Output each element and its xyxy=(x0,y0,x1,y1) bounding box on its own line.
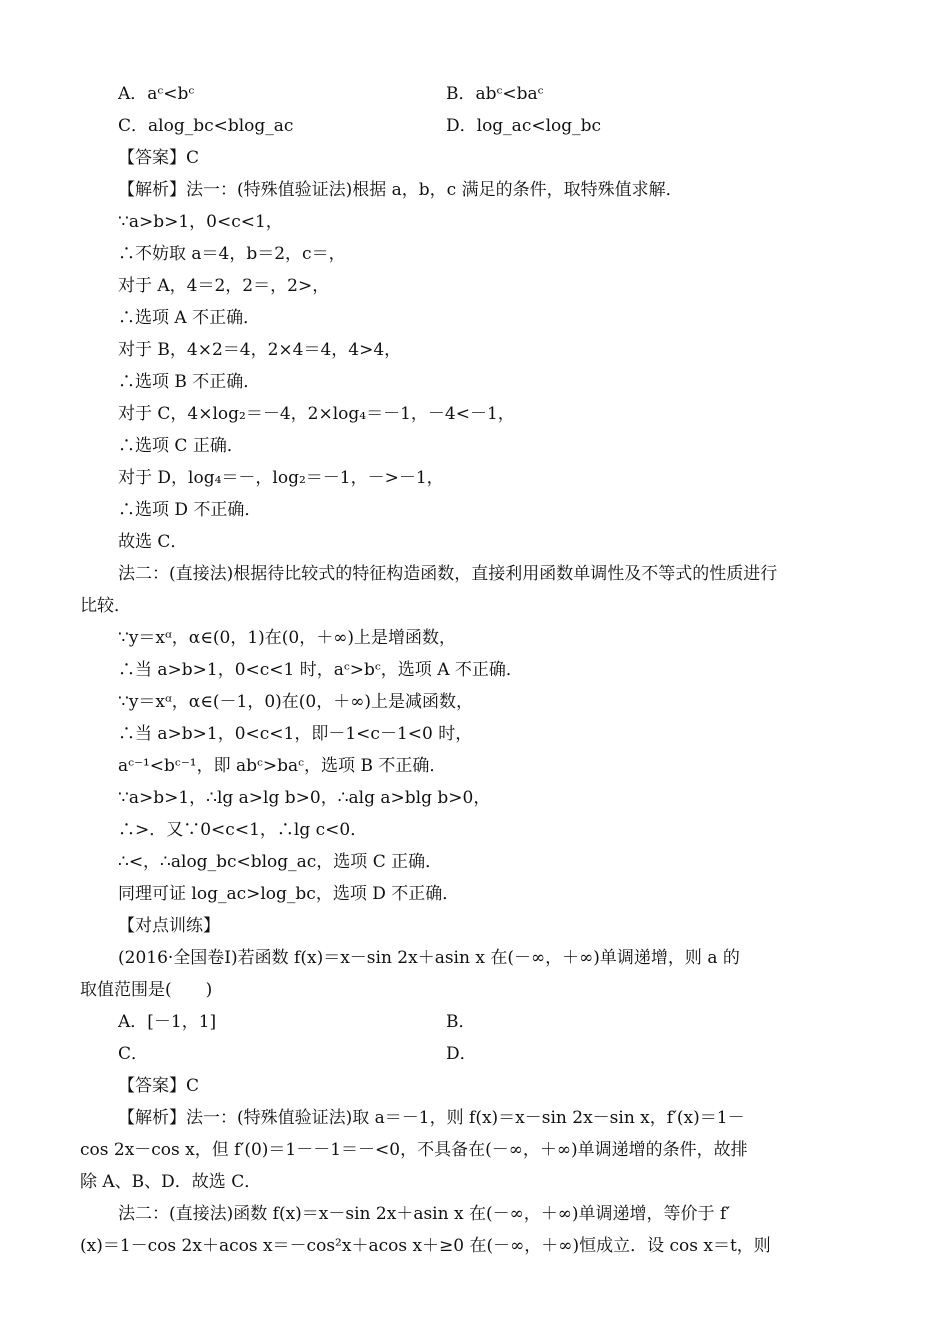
analysis-line: 对于 D，log₄＝－，log₂＝－1，－>－1， xyxy=(118,468,444,488)
answer-heading: 【答案】C xyxy=(118,148,200,168)
analysis-line: ∴<，∴alog_bc<blog_ac，选项 C 正确． xyxy=(118,852,443,872)
analysis-line: 比较． xyxy=(80,596,131,616)
answer-heading: 【答案】C xyxy=(118,1076,200,1096)
analysis-line: ∴当 a>b>1，0<c<1，即－1<c－1<0 时， xyxy=(118,724,473,744)
analysis-line: ∴选项 D 不正确． xyxy=(118,500,262,520)
analysis-line: ∵a>b>1，0<c<1， xyxy=(118,212,283,232)
analysis-line: 【解析】法一：(特殊值验证法)根据 a，b，c 满足的条件，取特殊值求解． xyxy=(118,180,683,200)
analysis-line: ∵y＝xᵅ，α∈(0，1)在(0，＋∞)上是增函数， xyxy=(118,628,457,648)
analysis-line: 对于 A，4＝2，2＝，2>， xyxy=(118,276,330,296)
option-b: B．abᶜ<baᶜ xyxy=(446,84,544,104)
analysis-line: ∴当 a>b>1，0<c<1 时，aᶜ>bᶜ，选项 A 不正确． xyxy=(118,660,523,680)
option-d: D． xyxy=(446,1044,477,1064)
analysis-line: 除 A、B、D．故选 C． xyxy=(80,1172,262,1192)
analysis-line: 对于 B，4×2＝4，2×4＝4，4>4， xyxy=(118,340,402,360)
analysis-line: cos 2x－cos x，但 f′(0)＝1－－1＝－<0，不具备在(－∞，＋∞)单调递增的条件，故排 xyxy=(80,1140,748,1160)
option-a: A．aᶜ<bᶜ xyxy=(118,84,195,104)
practice-heading: 【对点训练】 xyxy=(118,916,220,936)
analysis-line: aᶜ⁻¹<bᶜ⁻¹，即 abᶜ>baᶜ，选项 B 不正确． xyxy=(118,756,447,776)
analysis-line: ∴选项 B 不正确． xyxy=(118,372,261,392)
analysis-line: 故选 C． xyxy=(118,532,188,552)
analysis-line: ∴选项 A 不正确． xyxy=(118,308,261,328)
option-d: D．log_ac<log_bc xyxy=(446,116,602,136)
analysis-line: (x)＝1－cos 2x＋acos x＝－cos²x＋acos x＋≥0 在(－∞，＋∞)恒成立．设 cos x＝t，则 xyxy=(80,1236,771,1256)
analysis-line: ∵a>b>1，∴lg a>lg b>0，∴alg a>blg b>0， xyxy=(118,788,491,808)
analysis-line: 法二：(直接法)函数 f(x)＝x－sin 2x＋asin x 在(－∞，＋∞)单调递增，等价于 f′ xyxy=(118,1204,731,1224)
analysis-line: ∵y＝xᵅ，α∈(－1，0)在(0，＋∞)上是减函数， xyxy=(118,692,474,712)
option-c: C．alog_bc<blog_ac xyxy=(118,116,294,136)
analysis-line: ∴不妨取 a＝4，b＝2，c＝， xyxy=(118,244,346,264)
option-c: C． xyxy=(118,1044,149,1064)
analysis-line: 法二：(直接法)根据待比较式的特征构造函数，直接利用函数单调性及不等式的性质进行 xyxy=(118,564,778,584)
analysis-line: ∴>．又∵0<c<1，∴lg c<0． xyxy=(118,820,368,840)
option-b: B． xyxy=(446,1012,476,1032)
option-a: A．[－1，1] xyxy=(118,1012,217,1032)
analysis-line: 同理可证 log_ac>log_bc，选项 D 不正确． xyxy=(118,884,460,904)
question-line: 取值范围是( ) xyxy=(80,980,213,1000)
analysis-line: 对于 C，4×log₂＝－4，2×log₄＝－1，－4<－1， xyxy=(118,404,515,424)
analysis-line: ∴选项 C 正确． xyxy=(118,436,244,456)
question-line: (2016·全国卷Ⅰ)若函数 f(x)＝x－sin 2x＋asin x 在(－∞，＋∞)单调递增，则 a 的 xyxy=(118,948,740,968)
analysis-line: 【解析】法一：(特殊值验证法)取 a＝－1，则 f(x)＝x－sin 2x－sin x，f′(x)＝1－ xyxy=(118,1108,745,1128)
